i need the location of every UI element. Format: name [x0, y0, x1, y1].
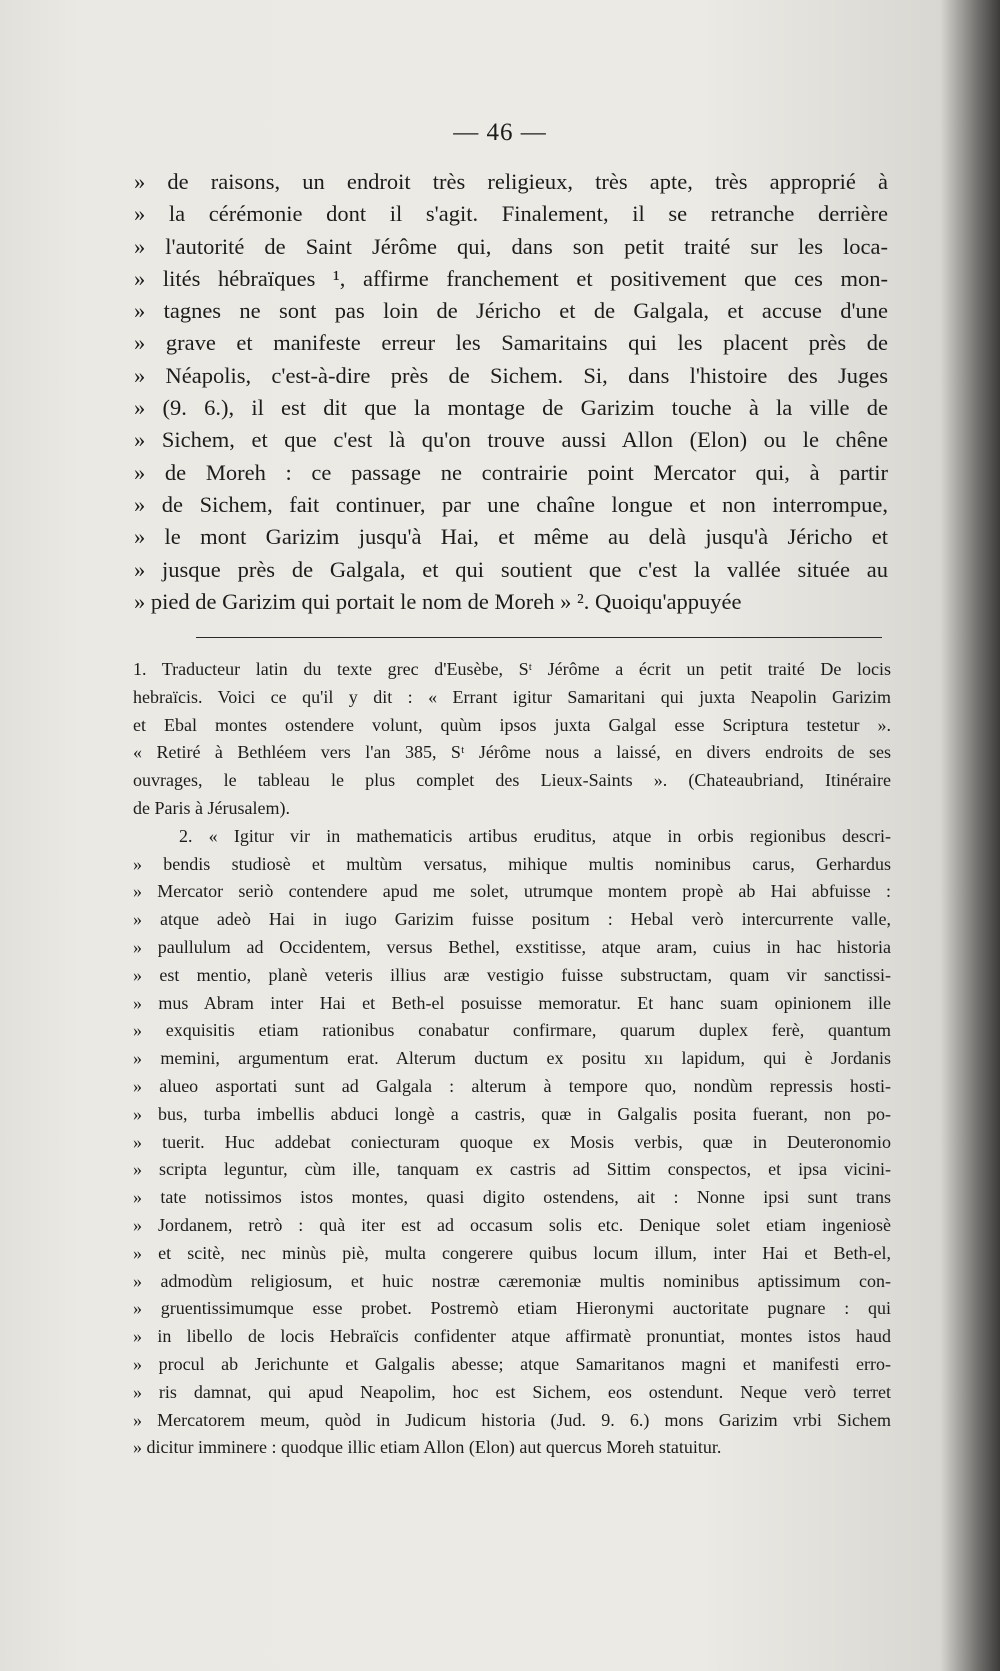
footnote-line: 1. Traducteur latin du texte grec d'Eusèbe, Sᵗ Jérôme a écrit un petit traité De locis [133, 659, 891, 679]
main-text-line: » jusque près de Galgala, et qui soutient que c'est la vallée située au [134, 556, 888, 582]
main-text-line: » (9. 6.), il est dit que la montage de Garizim touche à la ville de [134, 395, 888, 421]
footnote-line: » dicitur imminere : quodque illic etiam Allon (Elon) aut quercus Moreh statuitur. [133, 1437, 722, 1458]
footnote-line: ouvrages, le tableau le plus complet des Lieux-Saints ». (Chateaubriand, Itinéraire [133, 770, 891, 791]
footnote-line: » atque adeò Hai in iugo Garizim fuisse positum : Hebal verò intercurrente valle, [133, 909, 891, 930]
footnote-line: » memini, argumentum erat. Alterum ductum ex positu xıı lapidum, qui è Jordanis [133, 1048, 891, 1069]
footnote-line: » alueo asportati sunt ad Galgala : alterum à tempore quo, nondùm repressis hosti- [133, 1075, 891, 1096]
page-number: — 46 — [453, 119, 547, 146]
footnote-line: » bendis studiosè et multùm versatus, mihique multis nominibus carus, Gerhardus [133, 853, 891, 874]
footnote-line: » paullulum ad Occidentem, versus Bethel, exstitisse, atque aram, cuius in hac historia [133, 936, 891, 957]
main-text-line: » grave et manifeste erreur les Samaritains qui les placent près de [134, 330, 888, 356]
footnote-line: » exquisitis etiam rationibus conabatur confirmare, quarum duplex ferè, quantum [133, 1020, 891, 1041]
main-text [134, 166, 888, 618]
footnotes [133, 656, 891, 1462]
main-text-line: » de Moreh : ce passage ne contrairie point Mercator qui, à partir [134, 459, 888, 485]
main-text-line: » l'autorité de Saint Jérôme qui, dans son petit traité sur les loca- [134, 233, 888, 259]
footnote-line: » et scitè, nec minùs piè, multa congerere quibus locum illum, inter Hai et Beth-el, [133, 1242, 891, 1263]
main-text-line: » la cérémonie dont il s'agit. Finalement, il se retranche derrière [134, 201, 888, 227]
main-text-line: » lités hébraïques ¹, affirme franchement et positivement que ces mon- [134, 265, 888, 291]
footnote-line: et Ebal montes ostendere volunt, quùm ipsos juxta Galgal esse Scriptura testetur ». [133, 714, 891, 735]
footnote-line: » bus, turba imbellis abduci longè a castris, quæ in Galgalis posita fuerant, non po- [133, 1103, 891, 1124]
footnote-separator [196, 637, 882, 638]
footnote-line: hebraïcis. Voici ce qu'il y dit : « Errant igitur Samaritani qui juxta Neapolin Garizim [133, 686, 891, 707]
footnote-line: » ris damnat, qui apud Neapolim, hoc est Sichem, eos ostendunt. Neque verò terret [133, 1381, 891, 1402]
footnote-line: » scripta leguntur, cùm ille, tanquam ex castris ad Sittim conspectos, et ipsa vicini- [133, 1159, 891, 1180]
main-text-line: » Sichem, et que c'est là qu'on trouve aussi Allon (Elon) ou le chêne [134, 427, 888, 453]
footnote-line: de Paris à Jérusalem). [133, 797, 290, 818]
main-text-line: » pied de Garizim qui portait le nom de Moreh » ². Quoiqu'appuyée [134, 588, 742, 614]
footnote-line: » gruentissimumque esse probet. Postremò etiam Hieronymi auctoritate pugnare : qui [133, 1298, 891, 1319]
footnote-line: » mus Abram inter Hai et Beth-el posuisse memoratur. Et hanc suam opinionem ille [133, 992, 891, 1013]
main-text-line: » le mont Garizim jusqu'à Hai, et même au delà jusqu'à Jéricho et [134, 524, 888, 550]
main-text-line: » de Sichem, fait continuer, par une chaîne longue et non interrompue, [134, 491, 888, 517]
footnote-line: » admodùm religiosum, et huic nostræ cæremoniæ multis nominibus aptissimum con- [133, 1270, 891, 1291]
main-text-line: » tagnes ne sont pas loin de Jéricho et de Galgala, et accuse d'une [134, 298, 888, 324]
footnote-line: » tate notissimos istos montes, quasi digito ostendens, ait : Nonne ipsi sunt trans [133, 1187, 891, 1208]
footnote-line: » Jordanem, retrò : quà iter est ad occasum solis etc. Denique solet etiam ingeniosè [133, 1214, 891, 1235]
footnote-line: » procul ab Jerichunte et Galgalis abesse; atque Samaritanos magni et manifesti erro- [133, 1353, 891, 1374]
footnote-line: » Mercatorem meum, quòd in Judicum historia (Jud. 9. 6.) mons Garizim vrbi Sichem [133, 1409, 891, 1430]
footnote-line: » Mercator seriò contendere apud me solet, utrumque montem propè ab Hai abfuisse : [133, 881, 891, 902]
main-text-line: » de raisons, un endroit très religieux, très apte, très approprié à [134, 169, 888, 194]
footnote-line: 2. « Igitur vir in mathematicis artibus eruditus, atque in orbis regionibus descri- [179, 825, 891, 846]
main-text-line: » Néapolis, c'est-à-dire près de Sichem. Si, dans l'histoire des Juges [134, 362, 888, 388]
footnote-line: » tuerit. Huc addebat coniecturam quoque ex Mosis verbis, quæ in Deuteronomio [133, 1131, 891, 1152]
footnote-line: » in libello de locis Hebraïcis confidenter atque affirmatè pronuntiat, montes istos haud [133, 1326, 891, 1347]
footnote-line: » est mentio, planè veteris illius aræ vestigio fuisse substructam, quam vir sanctissi- [133, 964, 891, 985]
footnote-line: « Retiré à Bethléem vers l'an 385, Sᵗ Jérôme nous a laissé, en divers endroits de ses [133, 742, 891, 763]
